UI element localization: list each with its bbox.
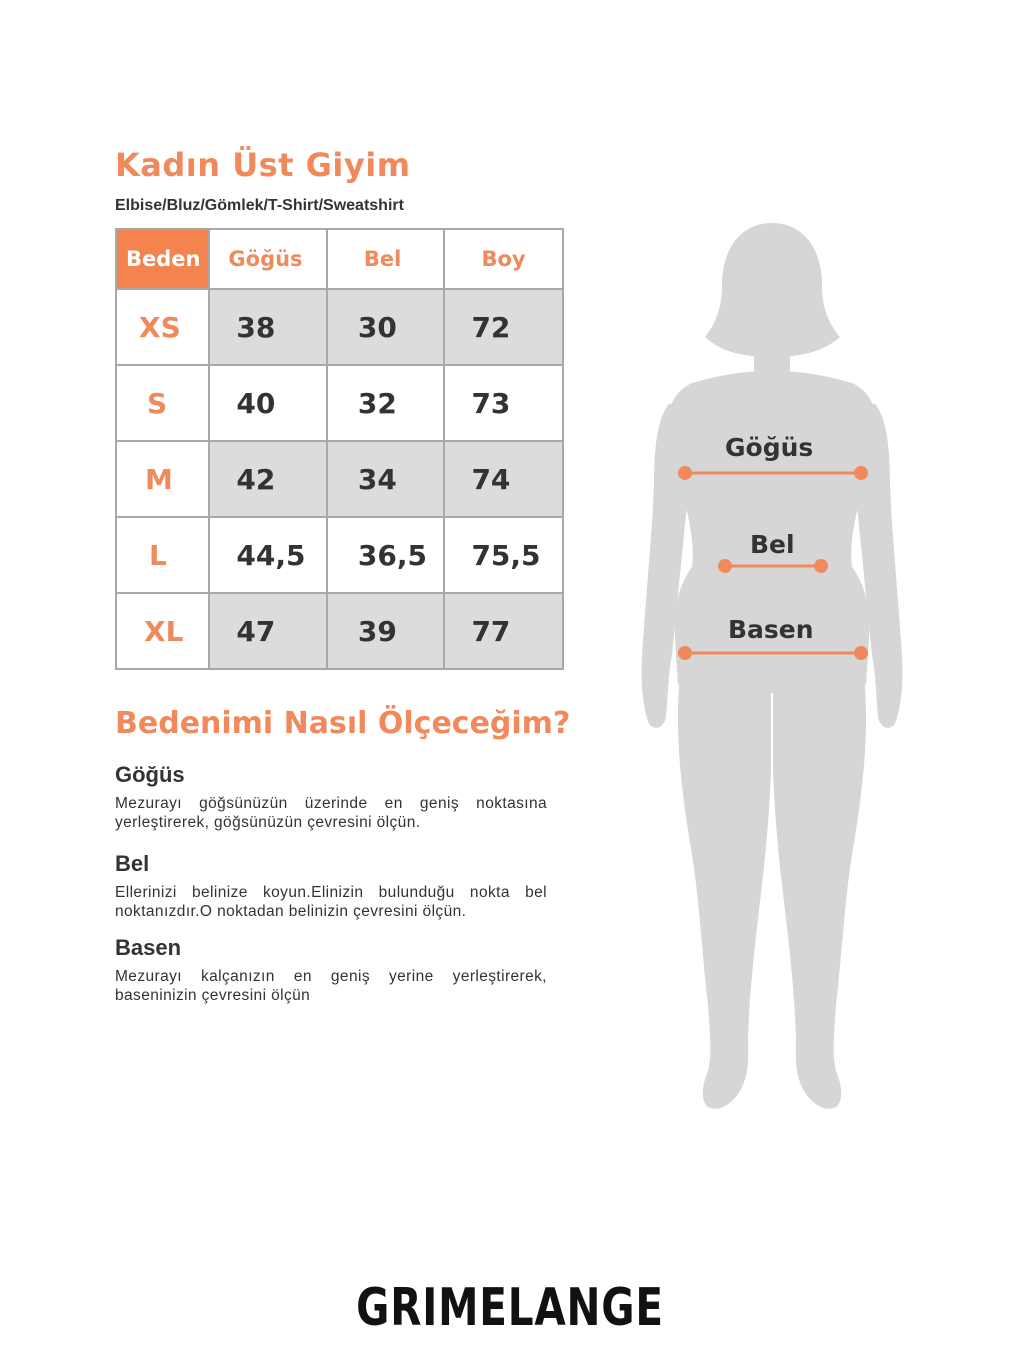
- howto-section-basen: [115, 935, 547, 1005]
- header-beden: Beden: [116, 229, 209, 289]
- howto-heading: Basen: [115, 935, 182, 960]
- table-row: [116, 517, 563, 593]
- table-row: [116, 593, 563, 669]
- page-title: Kadın Üst Giyim: [115, 146, 411, 184]
- size-label: L: [116, 517, 209, 593]
- howto-section-bel: [115, 851, 547, 921]
- bel-value: 39: [327, 593, 445, 669]
- howto-heading: Bel: [115, 851, 150, 876]
- howto-title: Bedenimi Nasıl Ölçeceğim?: [115, 706, 571, 741]
- header-bel: Bel: [327, 229, 445, 289]
- boy-value: 75,5: [444, 517, 563, 593]
- table-row: [116, 365, 563, 441]
- gogus-value: 47: [209, 593, 327, 669]
- boy-value: 72: [444, 289, 563, 365]
- howto-heading: Göğüs: [115, 762, 185, 787]
- table-row: [116, 441, 563, 517]
- howto-text: Ellerinizi belinize koyun.Elinizin bulunduğu nokta bel noktanızdır.O noktadan belinizin çevresini ölçün.: [115, 884, 547, 920]
- boy-value: 73: [444, 365, 563, 441]
- howto-text: Mezurayı kalçanızın en geniş yerine yerleştirerek, baseninizin çevresini ölçün: [115, 968, 547, 1004]
- figure-label-bel: Bel: [750, 530, 795, 559]
- bel-value: 34: [327, 441, 445, 517]
- gogus-value: 42: [209, 441, 327, 517]
- body-figure: [630, 215, 920, 1120]
- bel-value: 32: [327, 365, 445, 441]
- size-table: [115, 228, 564, 670]
- table-row: [116, 289, 563, 365]
- size-label: M: [116, 441, 209, 517]
- boy-value: 77: [444, 593, 563, 669]
- page-subtitle: Elbise/Bluz/Gömlek/T-Shirt/Sweatshirt: [115, 197, 404, 214]
- boy-value: 74: [444, 441, 563, 517]
- howto-section-gogus: [115, 762, 547, 832]
- brand-logo: GRIMELANGE: [356, 1278, 664, 1338]
- header-boy: Boy: [444, 229, 563, 289]
- body-silhouette-icon: [630, 215, 920, 1120]
- gogus-value: 44,5: [209, 517, 327, 593]
- gogus-value: 38: [209, 289, 327, 365]
- size-label: XL: [116, 593, 209, 669]
- size-label: XS: [116, 289, 209, 365]
- figure-label-basen: Basen: [728, 615, 814, 644]
- bel-value: 36,5: [327, 517, 445, 593]
- gogus-value: 40: [209, 365, 327, 441]
- figure-label-gogus: Göğüs: [725, 433, 814, 462]
- howto-text: Mezurayı göğsünüzün üzerinde en geniş noktasına yerleştirerek, göğsünüzün çevresini ölçün.: [115, 795, 547, 831]
- bel-value: 30: [327, 289, 445, 365]
- size-label: S: [116, 365, 209, 441]
- header-gogus: Göğüs: [209, 229, 327, 289]
- size-table-header: [116, 229, 563, 289]
